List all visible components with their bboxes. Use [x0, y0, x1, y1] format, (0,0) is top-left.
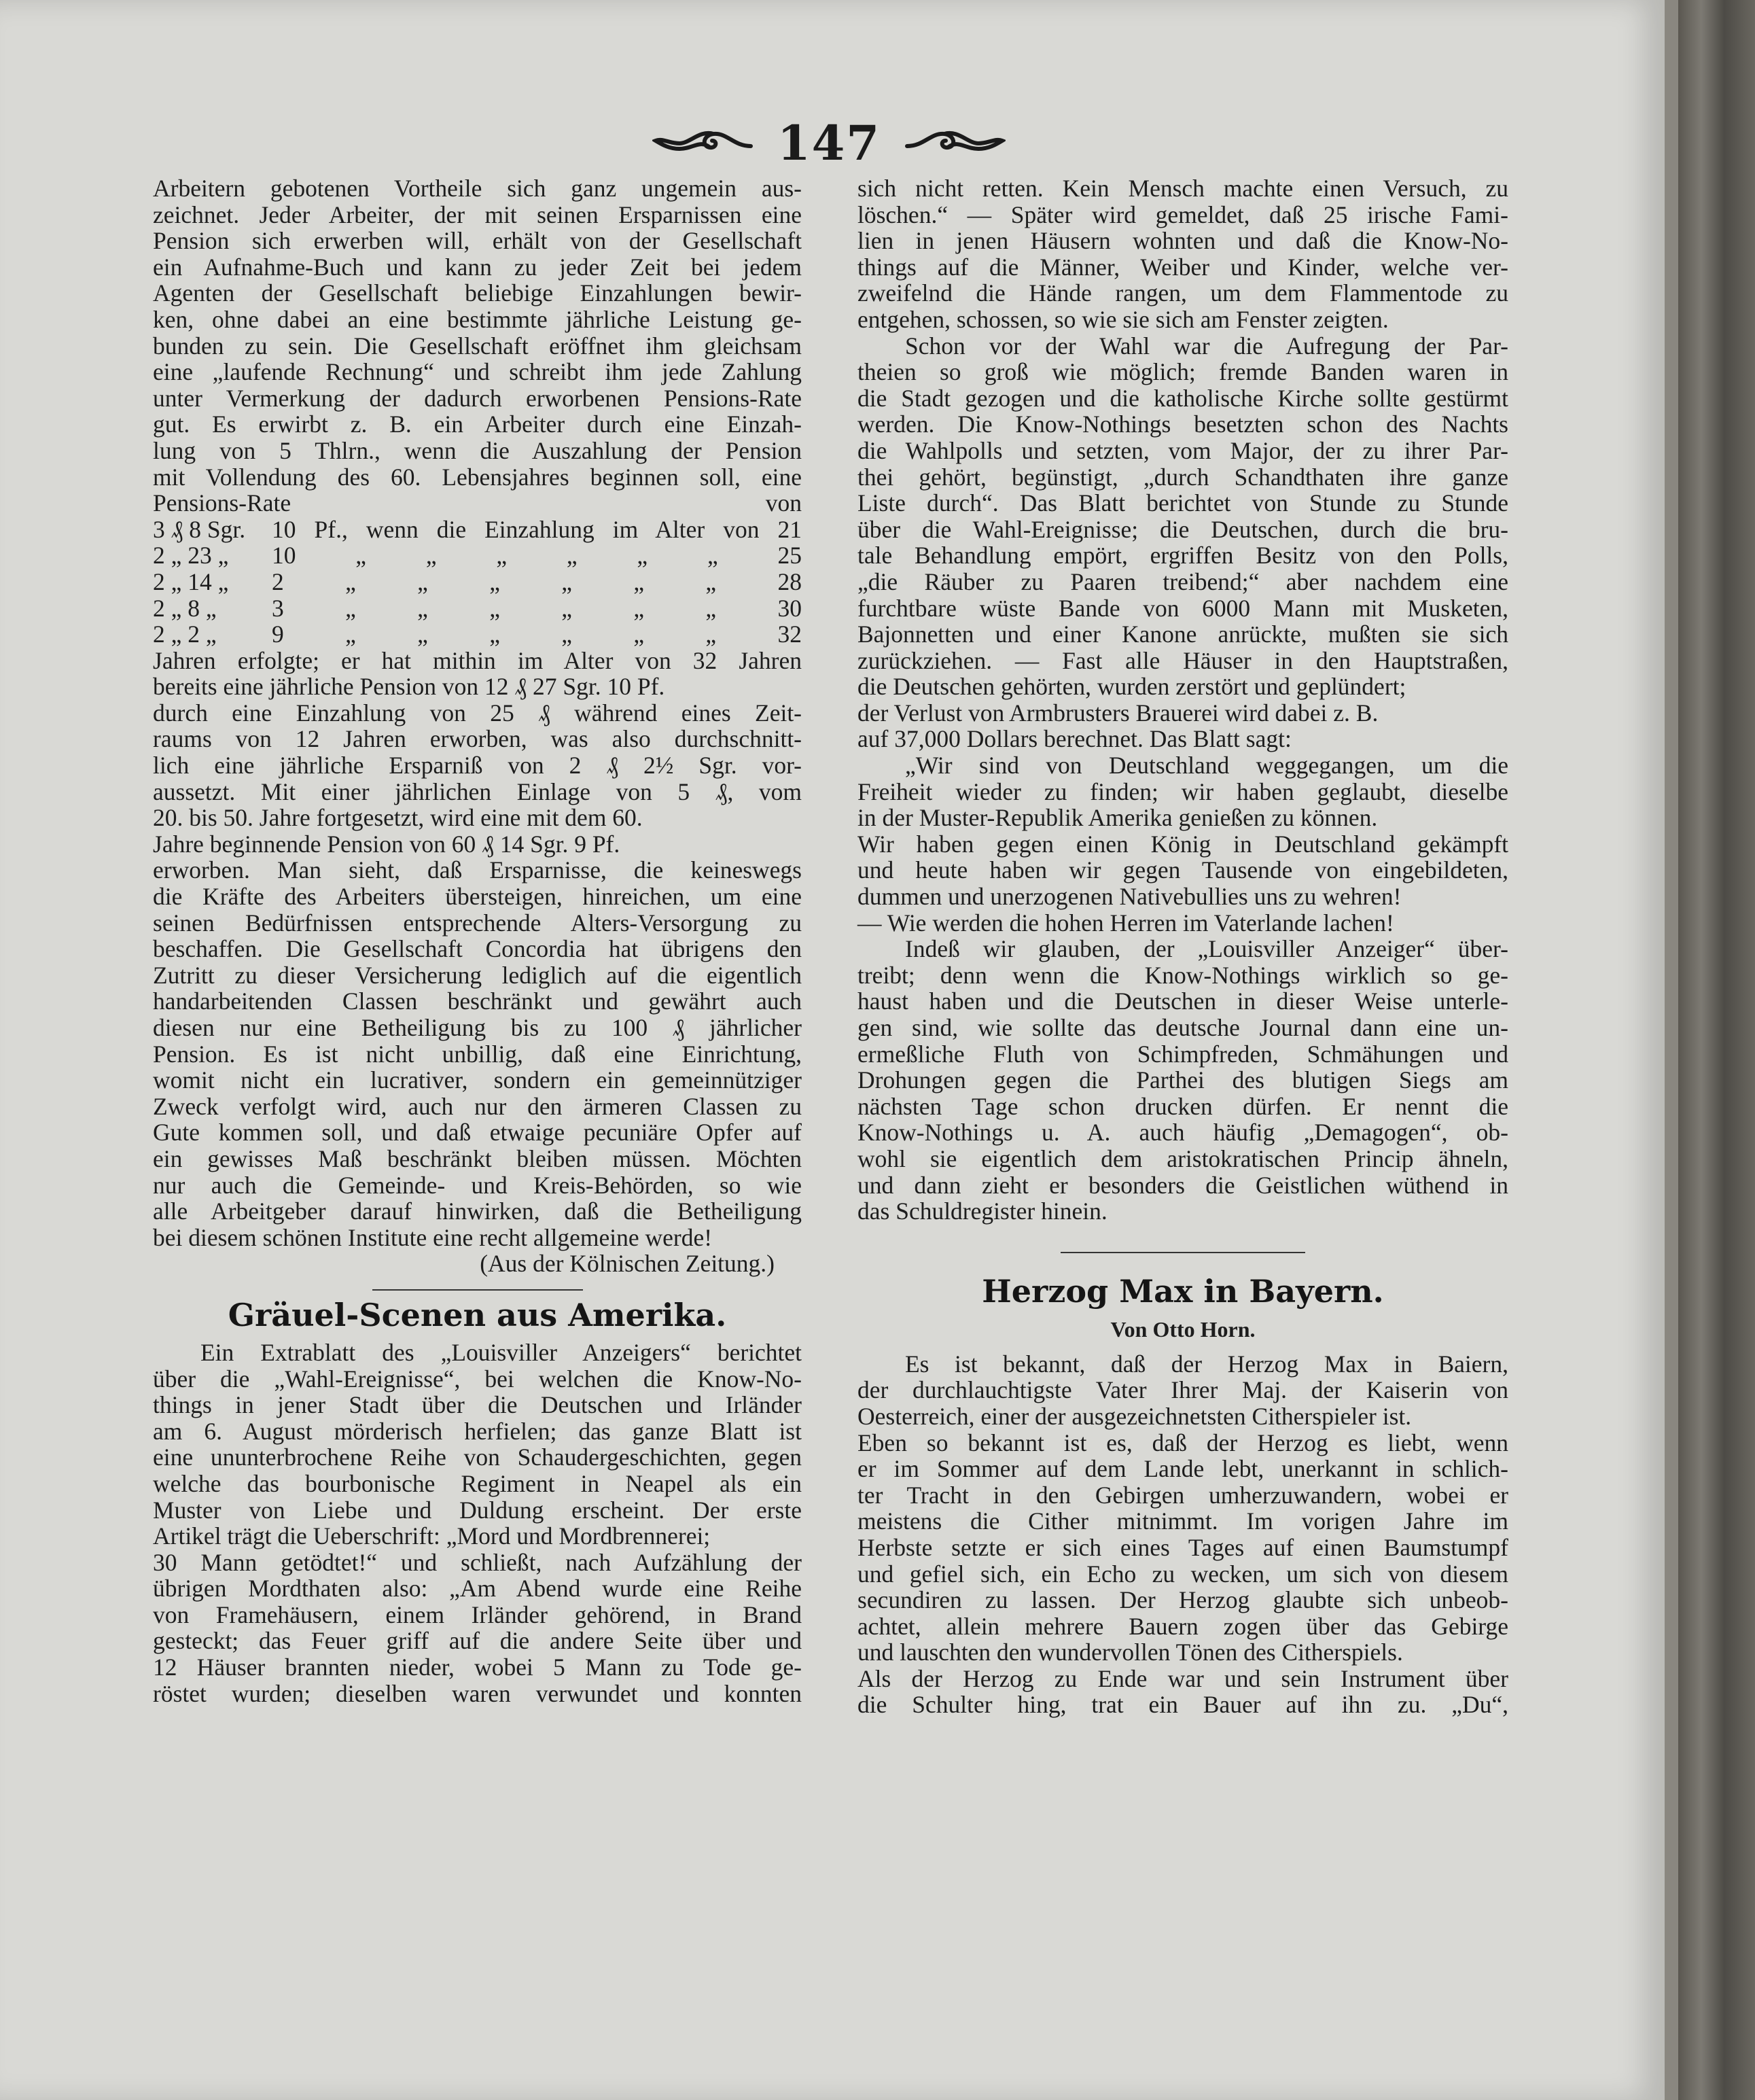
text-line: aussetzt. Mit einer jährlichen Einlage von 5 ₰, vom	[153, 777, 802, 805]
text-line: eine ununterbrochene Reihe von Schaudergeschichten, gegen	[153, 1443, 802, 1471]
text-line: womit nicht ein lucrativer, sondern ein gemeinnütziger	[153, 1066, 802, 1094]
text-line: das Schuldregister hinein.	[857, 1197, 1107, 1225]
text-line: Liste durch“. Das Blatt berichtet von Stunde zu Stunde	[857, 489, 1508, 517]
text-line: secundiren zu lassen. Der Herzog glaubte sich unbeob-	[857, 1586, 1508, 1614]
text-line: haust haben und die Deutschen in dieser Weise unterle-	[857, 987, 1508, 1015]
left-ornament-icon	[652, 126, 754, 160]
pension-details: 9 „ „ „ „ „ „ 32	[272, 620, 802, 648]
pension-paragraph	[153, 175, 802, 517]
text-line: nur auch die Gemeinde- und Kreis-Behörden, so wie	[153, 1171, 802, 1199]
article-continuation	[857, 175, 1508, 333]
text-line: handarbeitenden Classen beschränkt und gewährt auch	[153, 987, 802, 1015]
text-line: am 6. August mörderisch herfielen; das ganze Blatt ist	[153, 1417, 802, 1445]
article-byline: Von Otto Horn.	[1110, 1316, 1256, 1342]
text-line: und heute haben wir gegen Tausende von eingebildeten,	[857, 856, 1508, 884]
text-line: und lauschten den wundervollen Tönen des Citherspiels.	[857, 1639, 1403, 1666]
text-line: die Stadt gezogen und die katholische Kirche sollte gestürmt	[857, 384, 1508, 412]
text-line: ter Tracht in den Gebirgen umherzuwandern, wobei er	[857, 1481, 1508, 1509]
text-line: zeichnet. Jeder Arbeiter, der mit seinen Ersparnissen eine	[153, 200, 802, 228]
text-line: — Wie werden die hohen Herren im Vaterlande lachen!	[857, 909, 1394, 937]
text-line: löschen.“ — Später wird gemeldet, daß 25 irische Fami-	[857, 200, 1508, 228]
text-line: Gute kommen soll, und daß etwaige pecuniäre Opfer auf	[153, 1119, 802, 1147]
text-line: Jahre beginnende Pension von 60 ₰ 14 Sgr. 9 Pf.	[153, 830, 620, 858]
text-line: wohl sie eigentlich dem aristokratischen Princip ähneln,	[857, 1144, 1508, 1172]
text-line: mit Vollendung des 60. Lebensjahres beginnen soll, eine	[153, 463, 802, 491]
text-line: Artikel trägt die Ueberschrift: „Mord und Mordbrennerei;	[153, 1522, 711, 1550]
text-line: zurückziehen. — Fast alle Häuser in den Hauptstraßen,	[857, 646, 1508, 674]
text-line: lien in jenen Häusern wohnten und daß die Know-No-	[857, 227, 1508, 255]
article-body	[153, 1340, 802, 1707]
right-column	[857, 175, 1508, 1718]
text-line: thei gehört, begünstigt, „durch Schandthaten ihre ganze	[857, 463, 1508, 491]
text-line: eine „laufende Rechnung“ und schreibt ihm jede Zahlung	[153, 358, 802, 386]
pension-paragraph-continued	[153, 648, 802, 1251]
text-line: ermeßliche Fluth von Schimpfreden, Schmähungen und	[857, 1040, 1508, 1068]
text-line: über die „Wahl-Ereignisse“, bei welchen die Know-No-	[153, 1365, 802, 1393]
text-line: und dann zieht er besonders die Geistlichen wüthend in	[857, 1171, 1508, 1199]
article-title: Gräuel-Scenen aus Amerika.	[228, 1296, 727, 1333]
commentary-paragraph	[857, 936, 1508, 1225]
right-ornament-icon	[904, 126, 1006, 160]
text-line: lung von 5 Thlrn., wenn die Auszahlung der Pension	[153, 436, 802, 464]
text-line: der Verlust von Armbrusters Brauerei wird dabei z. B.	[857, 699, 1379, 727]
text-line: ein Aufnahme-Buch und kann zu jeder Zeit bei jedem	[153, 253, 802, 281]
pension-amount: 2 „ 2 „	[153, 620, 217, 648]
text-line: erworben. Man sieht, daß Ersparnisse, die keineswegs	[153, 856, 802, 884]
text-line: 12 Häuser brannten nieder, wobei 5 Mann zu Tode ge-	[153, 1653, 802, 1681]
text-line: Als der Herzog zu Ende war und sein Instrument über	[857, 1664, 1508, 1692]
text-line: sich nicht retten. Kein Mensch machte einen Versuch, zu	[857, 175, 1508, 202]
text-line: meistens die Cither mitnimmt. Im vorigen Jahre im	[857, 1507, 1508, 1535]
text-line: die Wahlpolls und setzten, vom Major, der zu ihrer Par-	[857, 436, 1508, 464]
text-line: achtet, allein mehrere Bauern zogen über das Gebirge	[857, 1612, 1508, 1640]
book-binding	[1678, 0, 1755, 2100]
text-line: Es ist bekannt, daß der Herzog Max in Baiern,	[905, 1350, 1508, 1378]
text-line: raums von 12 Jahren erworben, was also durchschnitt-	[153, 725, 802, 753]
text-line: Indeß wir glauben, der „Louisviller Anzeiger“ über-	[905, 935, 1508, 963]
text-line: furchtbare wüste Bande von 6000 Mann mit Musketen,	[857, 594, 1508, 622]
pension-amount: 2 „ 14 „	[153, 567, 229, 595]
text-line: Pension sich erwerben will, erhält von der Gesellschaft	[153, 227, 802, 255]
election-paragraph	[857, 333, 1508, 753]
pension-amount: 3 ₰ 8 Sgr.	[153, 515, 246, 543]
text-line: „Wir sind von Deutschland weggegangen, um die	[905, 752, 1508, 780]
text-line: bei diesem schönen Institute eine recht allgemeine werde!	[153, 1223, 713, 1251]
pension-details: 10 Pf., wenn die Einzahlung im Alter von 21	[272, 515, 802, 543]
text-line: der durchlauchtigste Vater Ihrer Maj. der Kaiserin von	[857, 1376, 1508, 1404]
pension-details: 3 „ „ „ „ „ „ 30	[272, 594, 802, 622]
text-line: über die Wahl-Ereignisse; die Deutschen, durch die bru-	[857, 515, 1508, 543]
text-line: Ein Extrablatt des „Louisviller Anzeigers“ berichtet	[200, 1338, 802, 1366]
pension-details: 2 „ „ „ „ „ „ 28	[272, 567, 802, 595]
page-number: 147	[777, 114, 881, 171]
text-line: Eben so bekannt ist es, daß der Herzog es liebt, wenn	[857, 1429, 1508, 1456]
text-line: lich eine jährliche Ersparniß von 2 ₰ 2½ Sgr. vor-	[153, 752, 802, 780]
table-row	[153, 517, 802, 543]
text-line: 30 Mann getödtet!“ und schließt, nach Aufzählung der	[153, 1548, 802, 1576]
text-line: die Schulter hing, trat ein Bauer auf ihn zu. „Du“,	[857, 1691, 1508, 1719]
text-line: welche das bourbonische Regiment in Neapel als ein	[153, 1469, 802, 1497]
text-line: Freiheit wieder zu finden; wir haben geglaubt, dieselbe	[857, 777, 1508, 805]
text-line: Muster von Liebe und Duldung erscheint. Der erste	[153, 1496, 802, 1524]
text-line: die Deutschen gehörten, wurden zerstört und geplündert;	[857, 673, 1406, 701]
text-line: Jahren erfolgte; er hat mithin im Alter von 32 Jahren	[153, 646, 802, 674]
text-line: bereits eine jährliche Pension von 12 ₰ 27 Sgr. 10 Pf.	[153, 673, 665, 701]
section-divider	[1061, 1252, 1305, 1253]
text-line: Zutritt zu dieser Versicherung lediglich auf die eigentlich	[153, 961, 802, 989]
text-line: dummen und unerzogenen Nativebullies uns zu wehren!	[857, 883, 1402, 911]
text-line: röstet wurden; dieselben waren verwundet und konnten	[153, 1679, 802, 1707]
text-line: übrigen Mordthaten also: „Am Abend wurde eine Reihe	[153, 1575, 802, 1603]
text-line: Schon vor der Wahl war die Aufregung der Par-	[905, 332, 1508, 360]
table-row	[153, 542, 802, 569]
section-divider	[372, 1289, 583, 1291]
text-line: gut. Es erwirbt z. B. ein Arbeiter durch eine Einzah-	[153, 410, 802, 438]
text-line: beschaffen. Die Gesellschaft Concordia hat übrigens den	[153, 935, 802, 963]
table-row	[153, 621, 802, 648]
text-line: treibt; denn wenn die Know-Nothings wirklich so ge-	[857, 961, 1508, 989]
pension-details: 10 „ „ „ „ „ „ 25	[272, 542, 802, 570]
text-line: Herbste setzte er sich eines Tages auf einen Baumstumpf	[857, 1533, 1508, 1561]
table-row	[153, 595, 802, 622]
text-line: entgehen, schossen, so wie sie sich am Fenster zeigten.	[857, 305, 1389, 333]
text-line: Bajonnetten und einer Kanone anrückte, mußten sie sich	[857, 620, 1508, 648]
text-line: theien so groß wie möglich; fremde Banden waren in	[857, 358, 1508, 386]
page-header	[666, 112, 992, 173]
article-title: Herzog Max in Bayern.	[982, 1272, 1384, 1310]
text-line: ein gewisses Maß beschränkt bleiben müssen. Möchten	[153, 1144, 802, 1172]
text-line: durch eine Einzahlung von 25 ₰ während eines Zeit-	[153, 699, 802, 727]
text-line: bunden zu sein. Die Gesellschaft eröffnet ihm gleichsam	[153, 332, 802, 360]
text-line: unter Vermerkung der dadurch erworbenen Pensions-Rate	[153, 384, 802, 412]
text-line: Pensions-Rate von	[153, 489, 802, 517]
article-body	[857, 1351, 1508, 1718]
text-line: er im Sommer auf dem Lande lebt, unerkannt in schlich-	[857, 1455, 1508, 1483]
text-line: Drohungen gegen die Parthei des blutigen Siegs am	[857, 1066, 1508, 1094]
text-line: von Framehäusern, einem Irländer gehörend, in Brand	[153, 1600, 802, 1628]
text-line: zweifelnd die Hände rangen, um dem Flammentode zu	[857, 279, 1508, 307]
pension-table	[153, 517, 802, 648]
text-line: 20. bis 50. Jahre fortgesetzt, wird eine mit dem 60.	[153, 804, 643, 832]
left-column	[153, 175, 802, 1707]
text-line: tale Behandlung empört, ergriffen Besitz von den Polls,	[857, 542, 1508, 570]
quotation-paragraph	[857, 752, 1508, 936]
pension-amount: 2 „ 23 „	[153, 542, 229, 570]
text-line: „die Räuber zu Paaren treibend;“ aber nachdem eine	[857, 567, 1508, 595]
text-line: Zweck verfolgt wird, auch nur den ärmeren Classen zu	[153, 1092, 802, 1120]
text-line: Arbeitern gebotenen Vortheile sich ganz ungemein aus-	[153, 175, 802, 202]
pension-amount: 2 „ 8 „	[153, 594, 217, 622]
text-line: in der Muster-Republik Amerika genießen zu können.	[857, 804, 1378, 832]
text-line: gesteckt; das Feuer griff auf die andere Seite über und	[153, 1627, 802, 1655]
text-line: gen sind, wie sollte das deutsche Journal dann eine un-	[857, 1014, 1508, 1041]
text-line: things auf die Männer, Weiber und Kinder, welche ver-	[857, 253, 1508, 281]
text-line: diesen nur eine Betheiligung bis zu 100 ₰ jährlicher	[153, 1014, 802, 1041]
text-line: Oesterreich, einer der ausgezeichnetsten Citherspieler ist.	[857, 1402, 1412, 1430]
text-line: die Kräfte des Arbeiters übersteigen, hinreichen, um eine	[153, 883, 802, 911]
text-line: ken, ohne dabei an eine bestimmte jährliche Leistung ge-	[153, 305, 802, 333]
text-line: seinen Bedürfnissen entsprechende Alters-Versorgung zu	[153, 909, 802, 937]
text-line: Wir haben gegen einen König in Deutschland gekämpft	[857, 830, 1508, 858]
text-line: nächsten Tage schon drucken dürfen. Er nennt die	[857, 1092, 1508, 1120]
text-line: things in jener Stadt über die Deutschen und Irländer	[153, 1391, 802, 1419]
text-line: Pension. Es ist nicht unbillig, daß eine Einrichtung,	[153, 1040, 802, 1068]
table-row	[153, 569, 802, 595]
text-line: Agenten der Gesellschaft beliebige Einzahlungen bewir-	[153, 279, 802, 307]
text-line: werden. Die Know-Nothings besetzten schon des Nachts	[857, 410, 1508, 438]
text-line: auf 37,000 Dollars berechnet. Das Blatt sagt:	[857, 725, 1292, 753]
source-citation: (Aus der Kölnischen Zeitung.)	[480, 1250, 775, 1278]
text-line: Know-Nothings u. A. auch häufig „Demagogen“, ob-	[857, 1119, 1508, 1147]
text-line: alle Arbeitgeber darauf hinwirken, daß die Betheiligung	[153, 1197, 802, 1225]
text-line: und gefiel sich, ein Echo zu wecken, um sich von diesem	[857, 1560, 1508, 1588]
